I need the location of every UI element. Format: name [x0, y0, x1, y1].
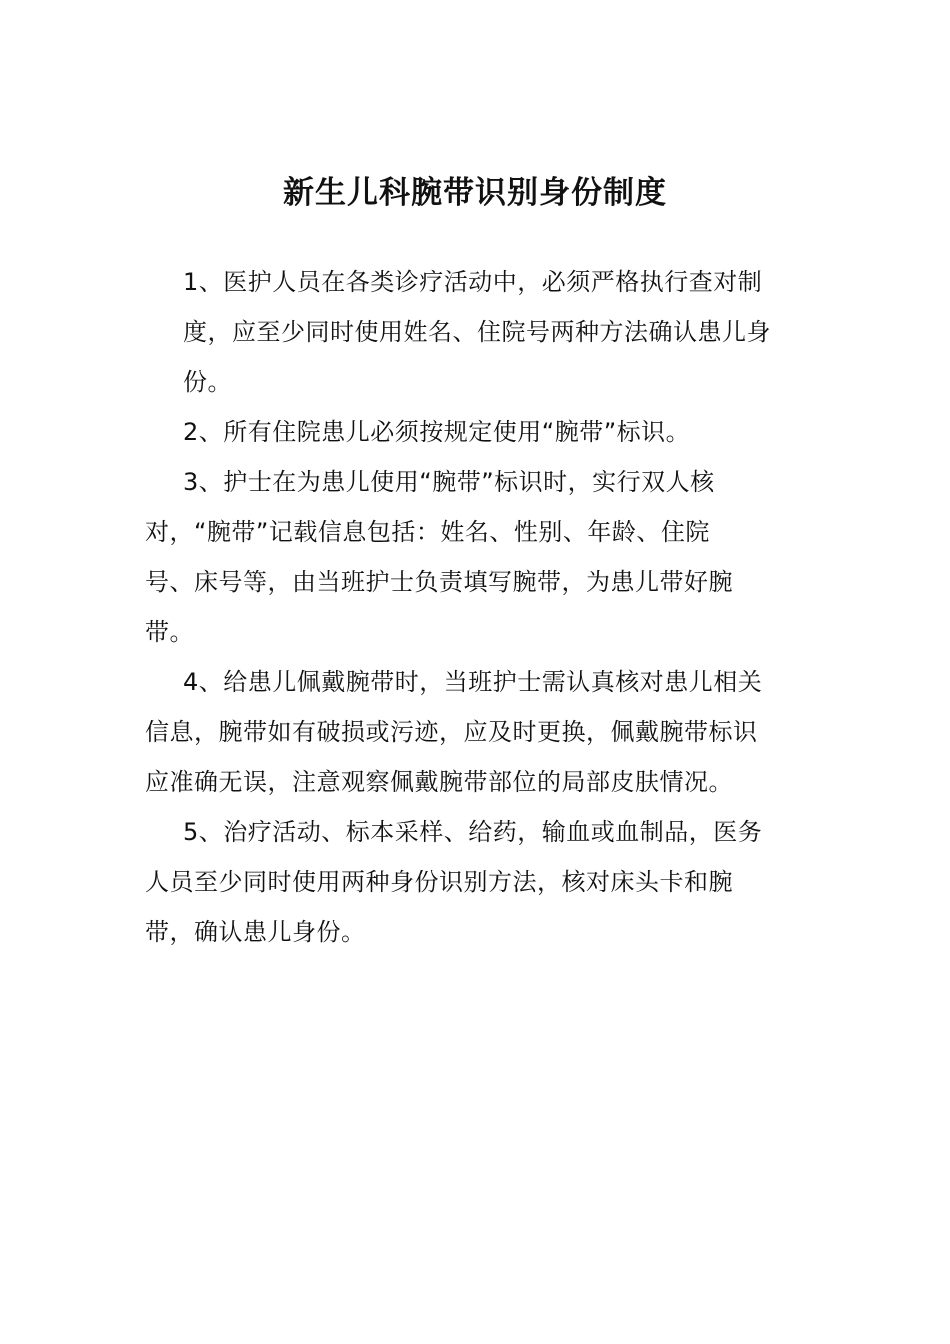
document-title: 新生儿科腕带识别身份制度: [283, 175, 667, 211]
paragraph-line: 对，“腕带”记载信息包括：姓名、性别、年龄、住院: [145, 518, 710, 546]
paragraph-line: 带，确认患儿身份。: [145, 918, 366, 946]
paragraph-line: 1、医护人员在各类诊疗活动中，必须严格执行查对制: [183, 268, 763, 296]
paragraph-line: 号、床号等，由当班护士负责填写腕带，为患儿带好腕: [145, 568, 733, 596]
paragraph-line: 2、所有住院患儿必须按规定使用“腕带”标识。: [183, 418, 691, 446]
paragraph-line: 应准确无误，注意观察佩戴腕带部位的局部皮肤情况。: [145, 768, 733, 796]
paragraph-line: 人员至少同时使用两种身份识别方法，核对床头卡和腕: [145, 868, 733, 896]
paragraph-line: 5、治疗活动、标本采样、给药，输血或血制品，医务: [183, 818, 763, 846]
paragraph-line: 带。: [145, 618, 194, 646]
paragraph-line: 4、给患儿佩戴腕带时，当班护士需认真核对患儿相关: [183, 668, 763, 696]
paragraph-line: 度，应至少同时使用姓名、住院号两种方法确认患儿身: [183, 318, 771, 346]
paragraph-line: 信息，腕带如有破损或污迹，应及时更换，佩戴腕带标识: [145, 718, 758, 746]
paragraph-line: 3、护士在为患儿使用“腕带”标识时，实行双人核: [183, 468, 715, 496]
paragraph-line: 份。: [183, 368, 232, 396]
